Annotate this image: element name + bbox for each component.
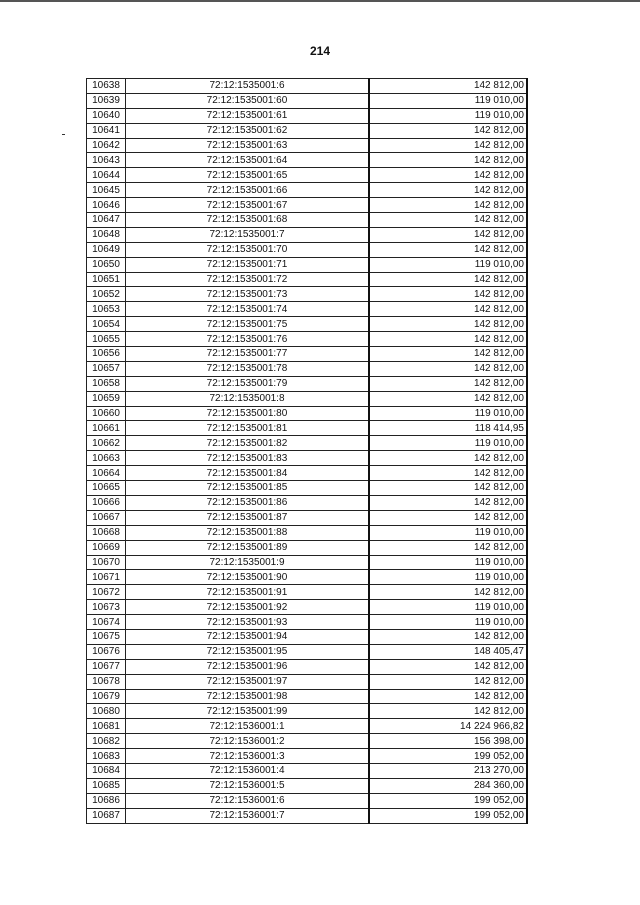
cadastral-value-cell: 142 812,00 bbox=[369, 510, 527, 525]
cadastral-value-cell: 199 052,00 bbox=[369, 749, 527, 764]
row-number-cell: 10666 bbox=[87, 495, 126, 510]
cadastral-number-cell: 72:12:1535001:75 bbox=[126, 317, 370, 332]
cadastral-number-cell: 72:12:1535001:7 bbox=[126, 227, 370, 242]
table-row bbox=[87, 302, 528, 317]
cadastral-number-cell: 72:12:1535001:8 bbox=[126, 391, 370, 406]
cadastral-number-cell: 72:12:1535001:67 bbox=[126, 198, 370, 213]
page-top-border bbox=[0, 0, 640, 2]
cadastral-number-cell: 72:12:1535001:60 bbox=[126, 93, 370, 108]
cadastral-value-cell: 142 812,00 bbox=[369, 466, 527, 481]
row-number-cell: 10663 bbox=[87, 451, 126, 466]
table-row bbox=[87, 361, 528, 376]
cadastral-value-cell: 148 405,47 bbox=[369, 644, 527, 659]
table-row bbox=[87, 644, 528, 659]
row-number-cell: 10648 bbox=[87, 227, 126, 242]
cadastral-value-cell: 14 224 966,82 bbox=[369, 719, 527, 734]
row-number-cell: 10679 bbox=[87, 689, 126, 704]
row-number-cell: 10683 bbox=[87, 749, 126, 764]
cadastral-value-cell: 142 812,00 bbox=[369, 451, 527, 466]
table-row bbox=[87, 168, 528, 183]
row-number-cell: 10644 bbox=[87, 168, 126, 183]
cadastral-number-cell: 72:12:1535001:89 bbox=[126, 540, 370, 555]
cadastral-value-cell: 142 812,00 bbox=[369, 272, 527, 287]
cadastral-value-cell: 142 812,00 bbox=[369, 674, 527, 689]
row-number-cell: 10656 bbox=[87, 347, 126, 362]
cadastral-number-cell: 72:12:1535001:91 bbox=[126, 585, 370, 600]
page-number: 214 bbox=[309, 44, 331, 58]
table-row bbox=[87, 600, 528, 615]
cadastral-number-cell: 72:12:1535001:74 bbox=[126, 302, 370, 317]
row-number-cell: 10654 bbox=[87, 317, 126, 332]
cadastral-number-cell: 72:12:1536001:4 bbox=[126, 763, 370, 778]
row-number-cell: 10680 bbox=[87, 704, 126, 719]
row-number-cell: 10647 bbox=[87, 213, 126, 228]
cadastral-number-cell: 72:12:1535001:66 bbox=[126, 183, 370, 198]
cadastral-number-cell: 72:12:1535001:84 bbox=[126, 466, 370, 481]
cadastral-value-cell: 142 812,00 bbox=[369, 138, 527, 153]
table-row bbox=[87, 406, 528, 421]
cadastral-value-cell: 156 398,00 bbox=[369, 734, 527, 749]
table-row bbox=[87, 79, 528, 94]
cadastral-value-cell: 142 812,00 bbox=[369, 302, 527, 317]
cadastral-value-cell: 142 812,00 bbox=[369, 153, 527, 168]
cadastral-number-cell: 72:12:1535001:90 bbox=[126, 570, 370, 585]
table-row bbox=[87, 719, 528, 734]
cadastral-value-cell: 142 812,00 bbox=[369, 183, 527, 198]
cadastral-value-cell: 142 812,00 bbox=[369, 347, 527, 362]
table-row bbox=[87, 808, 528, 823]
table-row bbox=[87, 629, 528, 644]
row-number-cell: 10640 bbox=[87, 108, 126, 123]
row-number-cell: 10667 bbox=[87, 510, 126, 525]
row-number-cell: 10674 bbox=[87, 615, 126, 630]
row-number-cell: 10664 bbox=[87, 466, 126, 481]
table-row bbox=[87, 555, 528, 570]
table-row bbox=[87, 525, 528, 540]
row-number-cell: 10639 bbox=[87, 93, 126, 108]
table-row bbox=[87, 198, 528, 213]
cadastral-number-cell: 72:12:1535001:76 bbox=[126, 332, 370, 347]
cadastral-value-cell: 142 812,00 bbox=[369, 585, 527, 600]
row-number-cell: 10657 bbox=[87, 361, 126, 376]
table-row bbox=[87, 451, 528, 466]
table-row bbox=[87, 778, 528, 793]
cadastral-value-cell: 119 010,00 bbox=[369, 406, 527, 421]
cadastral-value-cell: 213 270,00 bbox=[369, 763, 527, 778]
row-number-cell: 10685 bbox=[87, 778, 126, 793]
cadastral-value-cell: 142 812,00 bbox=[369, 79, 527, 94]
cadastral-number-cell: 72:12:1535001:73 bbox=[126, 287, 370, 302]
table-row bbox=[87, 466, 528, 481]
table-row bbox=[87, 495, 528, 510]
table-row bbox=[87, 481, 528, 496]
cadastral-number-cell: 72:12:1535001:62 bbox=[126, 123, 370, 138]
cadastral-value-cell: 142 812,00 bbox=[369, 168, 527, 183]
cadastral-number-cell: 72:12:1535001:96 bbox=[126, 659, 370, 674]
cadastral-value-cell: 119 010,00 bbox=[369, 93, 527, 108]
cadastral-number-cell: 72:12:1535001:81 bbox=[126, 421, 370, 436]
row-number-cell: 10641 bbox=[87, 123, 126, 138]
table-row bbox=[87, 585, 528, 600]
row-number-cell: 10675 bbox=[87, 629, 126, 644]
row-number-cell: 10646 bbox=[87, 198, 126, 213]
table-row bbox=[87, 749, 528, 764]
cadastral-number-cell: 72:12:1535001:9 bbox=[126, 555, 370, 570]
cadastral-number-cell: 72:12:1535001:78 bbox=[126, 361, 370, 376]
table-row bbox=[87, 376, 528, 391]
table-row bbox=[87, 570, 528, 585]
cadastral-number-cell: 72:12:1535001:94 bbox=[126, 629, 370, 644]
cadastral-value-cell: 142 812,00 bbox=[369, 213, 527, 228]
cadastral-number-cell: 72:12:1535001:61 bbox=[126, 108, 370, 123]
cadastral-number-cell: 72:12:1535001:6 bbox=[126, 79, 370, 94]
row-number-cell: 10671 bbox=[87, 570, 126, 585]
row-number-cell: 10687 bbox=[87, 808, 126, 823]
table-row bbox=[87, 287, 528, 302]
row-number-cell: 10670 bbox=[87, 555, 126, 570]
table-row bbox=[87, 540, 528, 555]
table-row bbox=[87, 332, 528, 347]
cadastral-value-cell: 119 010,00 bbox=[369, 108, 527, 123]
row-number-cell: 10669 bbox=[87, 540, 126, 555]
row-number-cell: 10638 bbox=[87, 79, 126, 94]
cadastral-number-cell: 72:12:1535001:83 bbox=[126, 451, 370, 466]
cadastral-number-cell: 72:12:1535001:93 bbox=[126, 615, 370, 630]
cadastral-number-cell: 72:12:1535001:86 bbox=[126, 495, 370, 510]
cadastral-number-cell: 72:12:1535001:70 bbox=[126, 242, 370, 257]
cadastral-number-cell: 72:12:1535001:92 bbox=[126, 600, 370, 615]
cadastral-number-cell: 72:12:1535001:98 bbox=[126, 689, 370, 704]
cadastral-value-cell: 142 812,00 bbox=[369, 540, 527, 555]
row-number-cell: 10652 bbox=[87, 287, 126, 302]
cadastral-value-cell: 142 812,00 bbox=[369, 629, 527, 644]
table-row bbox=[87, 153, 528, 168]
cadastral-number-cell: 72:12:1535001:95 bbox=[126, 644, 370, 659]
cadastral-value-table bbox=[86, 78, 528, 824]
cadastral-value-cell: 142 812,00 bbox=[369, 391, 527, 406]
table-row bbox=[87, 347, 528, 362]
cadastral-value-cell: 142 812,00 bbox=[369, 287, 527, 302]
cadastral-value-cell: 142 812,00 bbox=[369, 242, 527, 257]
table-row bbox=[87, 257, 528, 272]
cadastral-value-cell: 119 010,00 bbox=[369, 570, 527, 585]
row-number-cell: 10684 bbox=[87, 763, 126, 778]
table-row bbox=[87, 213, 528, 228]
table-row bbox=[87, 183, 528, 198]
cadastral-value-cell: 142 812,00 bbox=[369, 332, 527, 347]
cadastral-value-cell: 119 010,00 bbox=[369, 555, 527, 570]
cadastral-number-cell: 72:12:1536001:3 bbox=[126, 749, 370, 764]
row-number-cell: 10651 bbox=[87, 272, 126, 287]
table-row bbox=[87, 242, 528, 257]
cadastral-number-cell: 72:12:1535001:64 bbox=[126, 153, 370, 168]
cadastral-value-cell: 284 360,00 bbox=[369, 778, 527, 793]
table-row bbox=[87, 763, 528, 778]
cadastral-value-cell: 142 812,00 bbox=[369, 123, 527, 138]
table-row bbox=[87, 510, 528, 525]
table-body bbox=[87, 79, 528, 824]
table-row bbox=[87, 317, 528, 332]
cadastral-value-cell: 199 052,00 bbox=[369, 808, 527, 823]
cadastral-number-cell: 72:12:1535001:85 bbox=[126, 481, 370, 496]
table-row bbox=[87, 793, 528, 808]
table-row bbox=[87, 138, 528, 153]
cadastral-value-cell: 142 812,00 bbox=[369, 495, 527, 510]
row-number-cell: 10642 bbox=[87, 138, 126, 153]
row-number-cell: 10662 bbox=[87, 436, 126, 451]
row-number-cell: 10678 bbox=[87, 674, 126, 689]
cadastral-number-cell: 72:12:1535001:80 bbox=[126, 406, 370, 421]
cadastral-number-cell: 72:12:1535001:68 bbox=[126, 213, 370, 228]
table-row bbox=[87, 689, 528, 704]
cadastral-value-cell: 119 010,00 bbox=[369, 257, 527, 272]
cadastral-value-cell: 119 010,00 bbox=[369, 525, 527, 540]
cadastral-value-cell: 119 010,00 bbox=[369, 615, 527, 630]
row-number-cell: 10658 bbox=[87, 376, 126, 391]
cadastral-number-cell: 72:12:1535001:79 bbox=[126, 376, 370, 391]
cadastral-value-cell: 142 812,00 bbox=[369, 704, 527, 719]
row-number-cell: 10661 bbox=[87, 421, 126, 436]
cadastral-value-cell: 142 812,00 bbox=[369, 361, 527, 376]
table-row bbox=[87, 734, 528, 749]
cadastral-value-cell: 142 812,00 bbox=[369, 481, 527, 496]
row-number-cell: 10650 bbox=[87, 257, 126, 272]
cadastral-value-cell: 119 010,00 bbox=[369, 436, 527, 451]
cadastral-number-cell: 72:12:1535001:65 bbox=[126, 168, 370, 183]
table-row bbox=[87, 108, 528, 123]
table-row bbox=[87, 272, 528, 287]
cadastral-value-cell: 142 812,00 bbox=[369, 317, 527, 332]
table-row bbox=[87, 674, 528, 689]
table-row bbox=[87, 704, 528, 719]
row-number-cell: 10682 bbox=[87, 734, 126, 749]
cadastral-value-cell: 142 812,00 bbox=[369, 376, 527, 391]
cadastral-number-cell: 72:12:1535001:71 bbox=[126, 257, 370, 272]
row-number-cell: 10677 bbox=[87, 659, 126, 674]
row-number-cell: 10668 bbox=[87, 525, 126, 540]
cadastral-number-cell: 72:12:1535001:99 bbox=[126, 704, 370, 719]
cadastral-number-cell: 72:12:1535001:77 bbox=[126, 347, 370, 362]
row-number-cell: 10681 bbox=[87, 719, 126, 734]
cadastral-number-cell: 72:12:1536001:2 bbox=[126, 734, 370, 749]
row-number-cell: 10655 bbox=[87, 332, 126, 347]
row-number-cell: 10686 bbox=[87, 793, 126, 808]
cadastral-number-cell: 72:12:1535001:82 bbox=[126, 436, 370, 451]
cadastral-value-cell: 142 812,00 bbox=[369, 198, 527, 213]
cadastral-number-cell: 72:12:1535001:88 bbox=[126, 525, 370, 540]
row-number-cell: 10665 bbox=[87, 481, 126, 496]
cadastral-value-cell: 119 010,00 bbox=[369, 600, 527, 615]
row-number-cell: 10673 bbox=[87, 600, 126, 615]
row-number-cell: 10676 bbox=[87, 644, 126, 659]
cadastral-value-cell: 142 812,00 bbox=[369, 659, 527, 674]
cadastral-number-cell: 72:12:1536001:1 bbox=[126, 719, 370, 734]
row-number-cell: 10672 bbox=[87, 585, 126, 600]
cadastral-number-cell: 72:12:1535001:97 bbox=[126, 674, 370, 689]
table-row bbox=[87, 123, 528, 138]
cadastral-value-cell: 199 052,00 bbox=[369, 793, 527, 808]
cadastral-value-cell: 142 812,00 bbox=[369, 689, 527, 704]
row-number-cell: 10643 bbox=[87, 153, 126, 168]
cadastral-number-cell: 72:12:1535001:87 bbox=[126, 510, 370, 525]
table-row bbox=[87, 93, 528, 108]
table-row bbox=[87, 615, 528, 630]
row-number-cell: 10659 bbox=[87, 391, 126, 406]
row-number-cell: 10645 bbox=[87, 183, 126, 198]
cadastral-number-cell: 72:12:1536001:6 bbox=[126, 793, 370, 808]
row-number-cell: 10653 bbox=[87, 302, 126, 317]
table-row bbox=[87, 659, 528, 674]
table-row bbox=[87, 436, 528, 451]
cadastral-value-cell: 118 414,95 bbox=[369, 421, 527, 436]
row-number-cell: 10660 bbox=[87, 406, 126, 421]
row-number-cell: 10649 bbox=[87, 242, 126, 257]
cadastral-number-cell: 72:12:1535001:72 bbox=[126, 272, 370, 287]
cadastral-number-cell: 72:12:1535001:63 bbox=[126, 138, 370, 153]
cadastral-value-cell: 142 812,00 bbox=[369, 227, 527, 242]
cadastral-number-cell: 72:12:1536001:7 bbox=[126, 808, 370, 823]
margin-mark bbox=[62, 134, 65, 135]
table-row bbox=[87, 421, 528, 436]
table-row bbox=[87, 391, 528, 406]
table-row bbox=[87, 227, 528, 242]
cadastral-number-cell: 72:12:1536001:5 bbox=[126, 778, 370, 793]
